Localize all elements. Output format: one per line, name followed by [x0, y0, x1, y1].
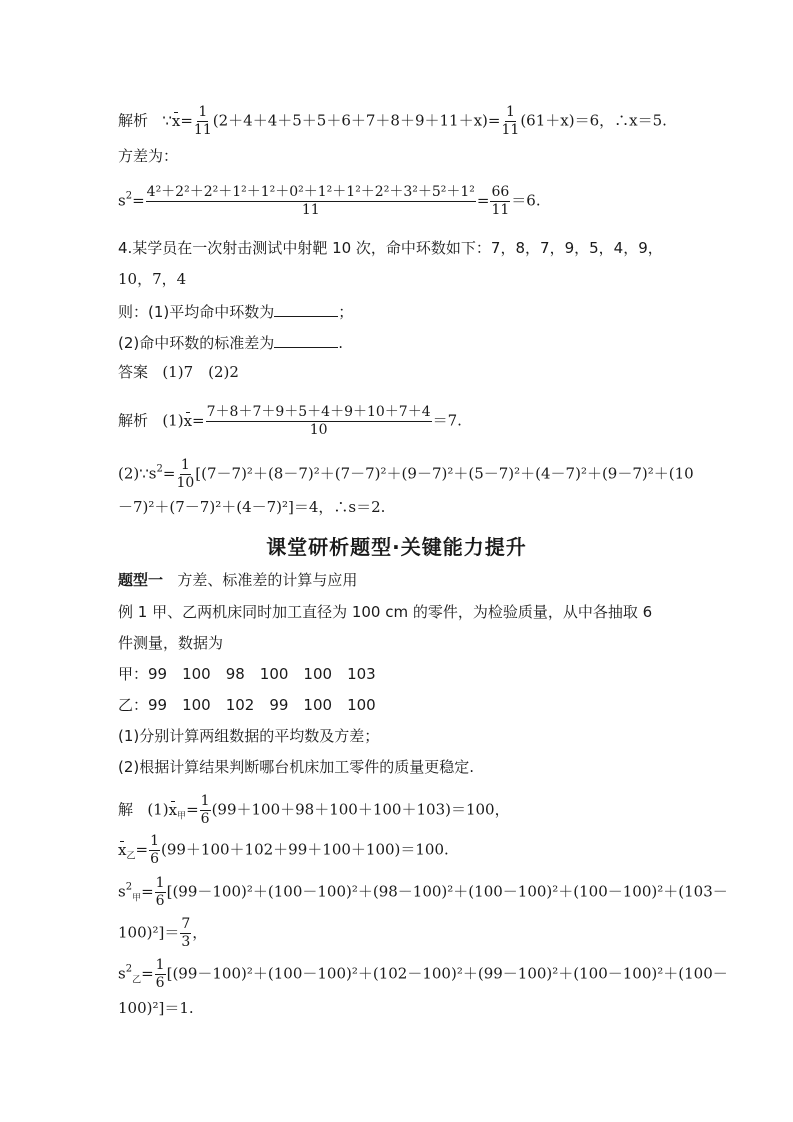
example-1-line1: 例 1 甲、乙两机床同时加工直径为 100 cm 的零件，为检验质量，从中各抽取 6: [118, 603, 653, 621]
mean-fraction: $\frac{7+8+7+9+5+4+9+10+7+4}{10}$: [206, 404, 431, 438]
sum-expression: (2＋4＋4＋5＋5＋6＋7＋8＋9＋11＋x): [212, 111, 488, 130]
sol-var-yi-line1: $s^2_乙=$ $\frac{1}{6}$ [(99－100)²＋(100－100)²＋(102－100)²＋(99－100)²＋(100－100)²＋(100－: [118, 957, 728, 991]
fraction-one-sixth-d: $\frac{1}{6}$: [155, 957, 165, 991]
variance-label: 方差为：: [118, 147, 179, 165]
sol-var-jia-line2: 100)²]＝ $\frac{7}{3}$ ，: [118, 916, 208, 950]
answer-values: (1)7 (2)2: [162, 363, 239, 381]
section-heading: 课堂研析题型·关键能力提升: [266, 535, 527, 559]
variance-fraction: $\frac{\text{4²＋2²＋2²＋1²＋1²＋0²＋1²＋1²＋2²＋3²＋5²＋1²}}{11}$: [146, 184, 475, 218]
label-jie: 解: [118, 800, 134, 819]
label-jiexi: 解析: [118, 111, 149, 130]
question-4-ask2: (2)命中环数的标准差为 .: [118, 331, 343, 353]
data-jia: 甲：99 100 98 100 100 103: [118, 665, 376, 683]
label-daan: 答案: [118, 363, 149, 381]
answer-blank-1: [274, 300, 338, 317]
question-4-line1: 4.某学员在一次射击测试中射靶 10 次，命中环数如下：7，8，7，9，5，4，9，: [118, 239, 663, 257]
answer-blank-2: [274, 331, 338, 348]
data-yi: 乙：99 100 102 99 100 100: [118, 696, 376, 714]
label-jiexi-2: 解析: [118, 411, 149, 430]
sol-mean-jia: 解 $(1)x_甲=$ $\frac{1}{6}$ (99＋100＋98＋100＋100＋103)＝100，: [118, 793, 510, 827]
mean-symbol: x: [171, 111, 181, 130]
fraction-one-eleventh-b: $\frac{1}{11}$: [501, 104, 520, 138]
example-1-line2: 件测量，数据为: [118, 634, 224, 652]
example-1-q2: (2)根据计算结果判断哪台机床加工零件的质量更稳定.: [118, 758, 475, 776]
fraction-one-sixth: $\frac{1}{6}$: [200, 793, 210, 827]
sol-var-yi-line2: 100)²]＝1.: [118, 999, 194, 1017]
solution-line-mean: 解析 ∵x= $\frac{1}{11}$ (2＋4＋4＋5＋5＋6＋7＋8＋9＋11＋x)= $\frac{1}{11}$ (61＋x)＝6，∴x＝5.: [118, 104, 667, 138]
fraction-one-tenth: $\frac{1}{10}$: [176, 457, 195, 491]
solution-2-variance-line1: $(2)\because s^2=$ $\frac{1}{10}$ [(7－7)²＋(8－7)²＋(7－7)²＋(9－7)²＋(5－7)²＋(4－7)²＋(9－7)²＋(10: [118, 457, 694, 491]
fraction-one-sixth-b: $\frac{1}{6}$: [150, 833, 159, 867]
type-1-label: 题型一: [118, 571, 164, 589]
fraction-66-11: $\frac{66}{11}$: [491, 184, 510, 218]
fraction-seven-thirds: $\frac{7}{3}$: [181, 916, 191, 950]
fraction-one-sixth-c: $\frac{1}{6}$: [155, 875, 165, 909]
sum-result: (61＋x)＝6，∴x＝5.: [520, 111, 667, 130]
example-1-q1: (1)分别计算两组数据的平均数及方差；: [118, 727, 380, 745]
solution-2-variance-line2: －7)²＋(7－7)²＋(4－7)²]＝4，∴s＝2.: [118, 498, 386, 516]
type-1-title: 题型一 方差、标准差的计算与应用: [118, 571, 358, 589]
question-4-line2: 10，7，4: [118, 270, 187, 288]
sol-mean-yi: $x_乙=$ $\frac{1}{6}$ (99＋100＋102＋99＋100＋100)＝100.: [118, 833, 449, 867]
variance-formula: $s^2=$ $\frac{\text{4²＋2²＋2²＋1²＋1²＋0²＋1²＋1²＋2²＋3²＋5²＋1²}}{11}$ = $\frac{66}{11}$ ＝6.: [118, 184, 541, 218]
because-symbol: ∵: [162, 111, 172, 130]
question-4-ask1: 则：(1)平均命中环数为 ；: [118, 300, 353, 322]
solution-2-mean: 解析 (1)x= $\frac{7+8+7+9+5+4+9+10+7+4}{10}$ ＝7.: [118, 404, 462, 438]
fraction-one-eleventh: $\frac{1}{11}$: [193, 104, 212, 138]
sol-var-jia-line1: $s^2_甲=$ $\frac{1}{6}$ [(99－100)²＋(100－100)²＋(98－100)²＋(100－100)²＋(100－100)²＋(103－: [118, 875, 728, 909]
answer-line: [118, 362, 239, 382]
